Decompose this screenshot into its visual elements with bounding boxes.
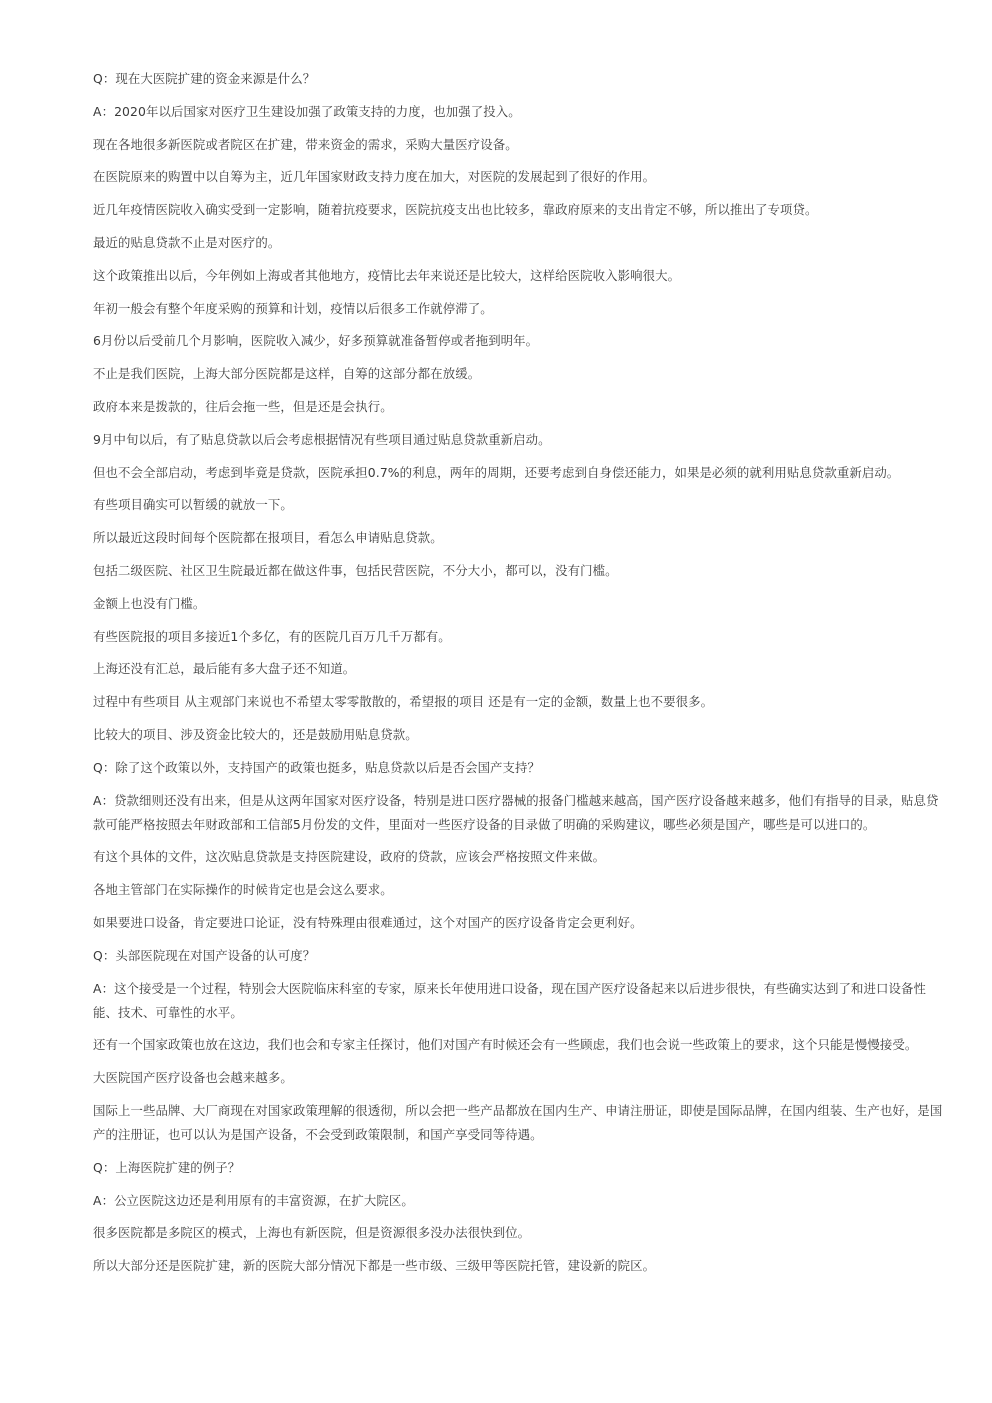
paragraph: 9月中旬以后，有了贴息贷款以后会考虑根据情况有些项目通过贴息贷款重新启动。 — [93, 431, 551, 447]
question-paragraph: Q：上海医院扩建的例子？ — [93, 1159, 241, 1175]
question-paragraph: Q：现在大医院扩建的资金来源是什么？ — [93, 71, 316, 86]
paragraph: 大医院国产医疗设备也会越来越多。 — [93, 1070, 293, 1086]
paragraph: 所以大部分还是医院扩建，新的医院大部分情况下都是一些市级、三级甲等医院托管，建设新的院区。 — [93, 1258, 656, 1274]
paragraph: 6月份以后受前几个月影响，医院收入减少，好多预算就准备暂停或者拖到明年。 — [93, 333, 539, 349]
paragraph: 但也不会全部启动，考虑到毕竟是贷款，医院承担0.7%的利息，两年的周期，还要考虑到自身偿还能力，如果是必须的就利用贴息贷款重新启动。 — [93, 464, 900, 480]
paragraph: 上海还没有汇总，最后能有多大盘子还不知道。 — [93, 661, 356, 677]
paragraph: 还有一个国家政策也放在这边，我们也会和专家主任探讨，他们对国产有时候还会有一些顾虑，我们也会说一些政策上的要求，这个只能是慢慢接受。 — [93, 1037, 918, 1053]
paragraph: 金额上也没有门槛。 — [93, 595, 206, 611]
paragraph: 现在各地很多新医院或者院区在扩建，带来资金的需求，采购大量医疗设备。 — [93, 136, 518, 152]
answer-paragraph: A：这个接受是一个过程，特别会大医院临床科室的专家，原来长年使用进口设备，现在国产医疗设备起来以后进步很快，有些确实达到了和进口设备性能、技术、可靠性的水平。 — [93, 980, 926, 1020]
paragraph: 最近的贴息贷款不止是对医疗的。 — [93, 234, 281, 250]
paragraph: 有这个具体的文件，这次贴息贷款是支持医院建设，政府的贷款，应该会严格按照文件来做。 — [93, 849, 606, 865]
answer-paragraph: A：公立医院这边还是利用原有的丰富资源，在扩大院区。 — [93, 1192, 414, 1208]
question-paragraph: Q：除了这个政策以外，支持国产的政策也挺多，贴息贷款以后是否会国产支持？ — [93, 759, 541, 775]
paragraph: 很多医院都是多院区的模式，上海也有新医院，但是资源很多没办法很快到位。 — [93, 1225, 531, 1241]
paragraph: 这个政策推出以后，今年例如上海或者其他地方，疫情比去年来说还是比较大，这样给医院收入影响很大。 — [93, 267, 681, 283]
paragraph: 包括二级医院、社区卫生院最近都在做这件事，包括民营医院，不分大小，都可以，没有门槛。 — [93, 562, 618, 578]
paragraph: 不止是我们医院，上海大部分医院都是这样，自筹的这部分都在放缓。 — [93, 366, 481, 382]
paragraph: 在医院原来的购置中以自筹为主，近几年国家财政支持力度在加大，对医院的发展起到了很好的作用。 — [93, 169, 656, 185]
paragraph: 有些医院报的项目多接近1个多亿，有的医院几百万几千万都有。 — [93, 628, 451, 644]
paragraph: 近几年疫情医院收入确实受到一定影响，随着抗疫要求，医院抗疫支出也比较多，靠政府原来的支出肯定不够，所以推出了专项贷。 — [93, 202, 818, 218]
answer-paragraph: A：贷款细则还没有出来，但是从这两年国家对医疗设备，特别是进口医疗器械的报备门槛越来越高，国产医疗设备越来越多，他们有指导的目录，贴息贷款可能严格按照去年财政部和工信部5月份发的文件，里面对一些医疗设备的目录做了明确的采购建议，哪些必须是国产，哪些是可以进口的。 — [93, 792, 939, 832]
paragraph: 政府本来是拨款的，往后会拖一些，但是还是会执行。 — [93, 398, 393, 414]
paragraph: 国际上一些品牌、大厂商现在对国家政策理解的很透彻，所以会把一些产品都放在国内生产、申请注册证，即使是国际品牌，在国内组装、生产也好，是国产的注册证，也可以认为是国产设备，不会受到政策限制，和国产享受同等待遇。 — [93, 1102, 943, 1142]
paragraph: 有些项目确实可以暂缓的就放一下。 — [93, 497, 293, 513]
paragraph: 年初一般会有整个年度采购的预算和计划，疫情以后很多工作就停滞了。 — [93, 300, 493, 316]
paragraph: 过程中有些项目 从主观部门来说也不希望太零零散散的，希望报的项目 还是有一定的金额，数量上也不要很多。 — [93, 694, 714, 710]
paragraph: 如果要进口设备，肯定要进口论证，没有特殊理由很难通过，这个对国产的医疗设备肯定会更利好。 — [93, 914, 643, 930]
paragraph: 各地主管部门在实际操作的时候肯定也是会这么要求。 — [93, 882, 393, 898]
paragraph: 所以最近这段时间每个医院都在报项目，看怎么申请贴息贷款。 — [93, 530, 443, 546]
document-body — [93, 67, 943, 1287]
question-paragraph: Q：头部医院现在对国产设备的认可度？ — [93, 947, 316, 963]
paragraph: 比较大的项目、涉及资金比较大的，还是鼓励用贴息贷款。 — [93, 726, 418, 742]
answer-paragraph: A：2020年以后国家对医疗卫生建设加强了政策支持的力度，也加强了投入。 — [93, 103, 521, 119]
